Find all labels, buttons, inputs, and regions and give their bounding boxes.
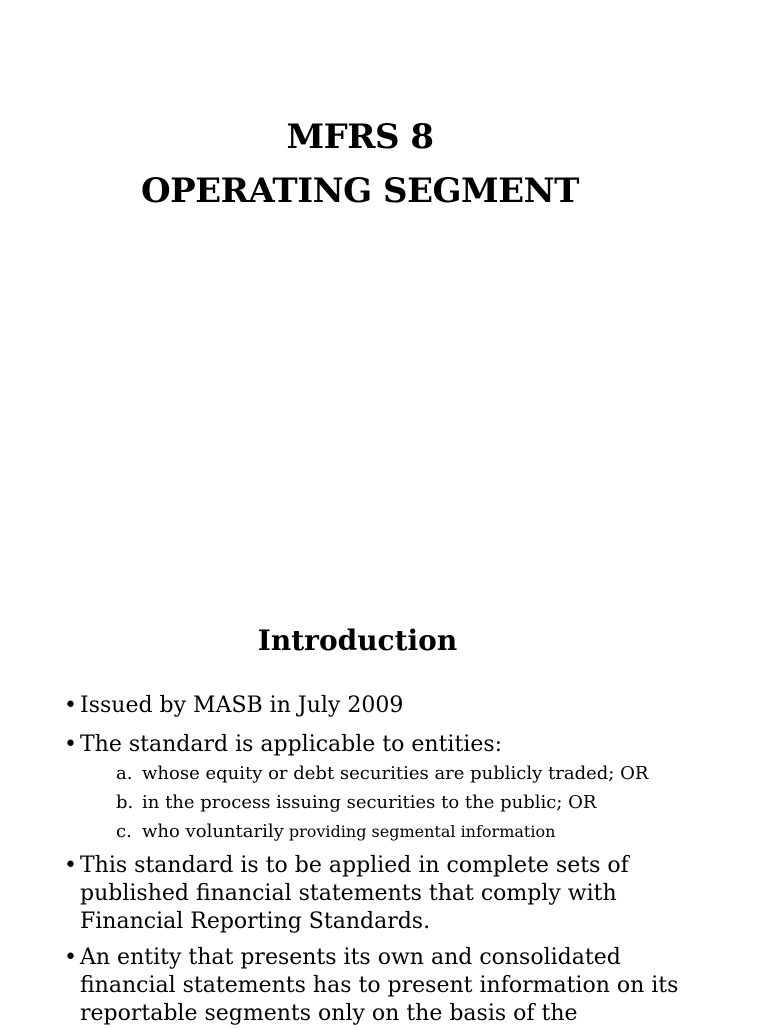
sub-item [116, 791, 596, 815]
slide-title-line-1: MFRS 8 [286, 117, 434, 157]
bullet-icon: • [64, 945, 77, 970]
sub-item-text-small: providing segmental information [283, 822, 556, 841]
sub-item-text: whose equity or debt securities are publicly traded; OR [142, 763, 649, 784]
sub-item-label: b. [116, 792, 134, 813]
bullet-item [64, 944, 704, 1028]
bullet-text: This standard is to be applied in complete sets of published financial statements that comply with Financial Reporting Standards. [80, 853, 629, 934]
bullet-icon: • [64, 853, 77, 878]
bullet-icon: • [64, 693, 77, 718]
bullet-item [64, 852, 684, 936]
slide-title-line-2: OPERATING SEGMENT [141, 171, 579, 211]
bullet-text: Issued by MASB in July 2009 [80, 693, 404, 718]
bullet-text: An entity that presents its own and consolidated financial statements has to present information on its reportable segments only on the basis of the [80, 945, 679, 1026]
section-heading: Introduction [257, 624, 458, 657]
sub-item [116, 820, 555, 844]
sub-item-text: in the process issuing securities to the public; OR [142, 792, 597, 813]
sub-item [116, 762, 648, 786]
sub-item-label: c. [116, 821, 132, 842]
bullet-text: The standard is applicable to entities: [80, 732, 503, 757]
bullet-item [64, 692, 704, 720]
bullet-item [64, 731, 704, 759]
sub-item-text: who voluntarily [142, 821, 284, 842]
sub-item-label: a. [116, 763, 133, 784]
bullet-icon: • [64, 732, 77, 757]
